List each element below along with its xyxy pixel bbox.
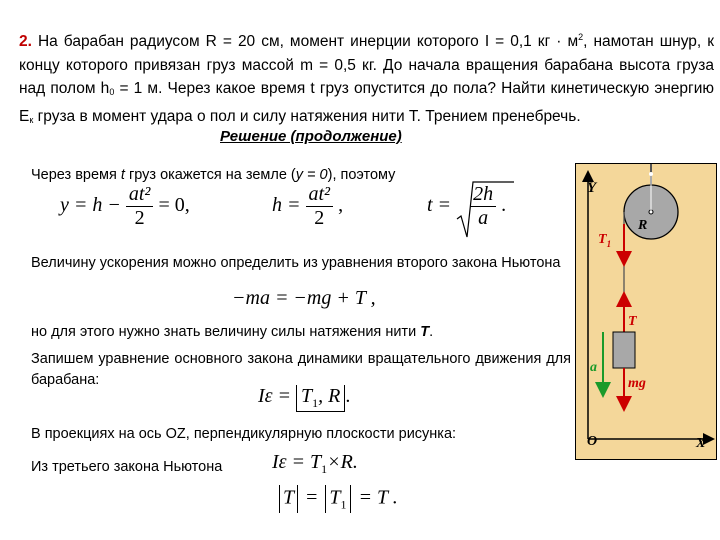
equation-y xyxy=(60,183,190,230)
fraction xyxy=(126,183,154,230)
t1-subscript: 1 xyxy=(606,238,612,249)
problem-text-4: груза в момент удара о пол и силу натяжения нити T. Трением пренебречь. xyxy=(33,107,581,125)
eq1a-den: 2 xyxy=(134,207,145,229)
p3-text-a: но для этого нужно знать величину силы натяжения нити xyxy=(31,324,421,340)
x-label: X xyxy=(696,436,706,451)
h-subscript: 0 xyxy=(109,87,115,97)
a-label: a xyxy=(590,360,597,375)
eq5-eq: = xyxy=(306,486,318,509)
load-block xyxy=(613,332,635,368)
eq5-t: T xyxy=(283,486,295,509)
problem-statement xyxy=(19,26,714,132)
problem-text-3: = 1 м. Через какое время t груз опустится до пола? Найти кинетическую энергию E xyxy=(19,80,714,125)
eq1a-num: at² xyxy=(126,183,154,207)
equation-projection xyxy=(272,451,358,477)
abs-bar xyxy=(350,485,351,513)
abs-bar xyxy=(325,485,326,513)
eq3-r: , R xyxy=(318,385,341,407)
equation-t xyxy=(427,183,506,230)
eq1c-rhs: . xyxy=(501,194,507,217)
paragraph-projection: В проекциях на ось OZ, перпендикулярную плоскости рисунка: xyxy=(31,426,457,442)
p1-text-b: груз окажется на земле ( xyxy=(124,167,296,183)
eq3-t: T xyxy=(301,385,313,407)
p3-var-t: T xyxy=(420,324,430,340)
p1-var-y: y = 0 xyxy=(295,167,328,183)
unit-superscript: 2 xyxy=(578,32,584,42)
paragraph-newton: Величину ускорения можно определить из уравнения второго закона Ньютона xyxy=(31,255,561,271)
equation-newton: −ma = −mg + T , xyxy=(232,287,376,309)
eq1b-lhs: h = xyxy=(272,194,301,217)
figure-drawing xyxy=(576,164,715,458)
drum-point xyxy=(649,172,653,176)
eq5-t1: T xyxy=(329,486,341,509)
eq3-dot: . xyxy=(345,385,351,407)
r-label: R xyxy=(638,218,648,233)
problem-text-1: На барабан радиусом R = 20 см, момент инерции которого I = 0,1 кг · м xyxy=(31,33,579,50)
eq1a-lhs: y = h − xyxy=(60,194,121,217)
y-label: Y xyxy=(587,180,597,196)
eq1a-rhs: = 0, xyxy=(158,194,190,217)
p1-text-c: ), поэтому xyxy=(327,167,396,183)
vector-product xyxy=(296,385,345,412)
eq4-lhs: Iε = T xyxy=(272,451,322,473)
eq5-sub: 1 xyxy=(340,497,347,512)
origin-label: O xyxy=(587,434,598,449)
abs-bar xyxy=(297,485,298,513)
equation-rotation xyxy=(258,385,350,412)
eq4-rhs: ×R. xyxy=(327,451,358,473)
e-subscript: к xyxy=(29,114,34,125)
mg-label: mg xyxy=(628,376,646,391)
eq4-sub: 1 xyxy=(321,462,328,476)
eq5-rhs: = T . xyxy=(358,486,398,509)
fraction xyxy=(306,183,334,230)
p1-text-a: Через время xyxy=(31,167,121,183)
equation-h xyxy=(272,183,343,230)
t-label: T xyxy=(628,314,637,329)
eq1c-num: 2h xyxy=(470,183,496,207)
eq1c-lhs: t = xyxy=(427,194,452,217)
problem-text-2: , намотан шнур, к концу которого привязан груз массой m = 0,5 кг. До начала вращения барабана высота груза над полом h xyxy=(19,33,714,97)
eq3-sub: 1 xyxy=(312,396,319,410)
t1-label xyxy=(598,232,611,249)
equation-third-law xyxy=(276,485,398,513)
problem-number: 2. xyxy=(19,33,32,50)
drum-figure xyxy=(575,163,717,460)
p1-var-t: t xyxy=(120,167,125,183)
p3-text-c: . xyxy=(429,324,434,340)
sqrt xyxy=(456,183,496,230)
solution-heading: Решение (продолжение) xyxy=(220,128,402,145)
eq3-lhs: Iε = xyxy=(258,385,292,407)
paragraph-rotation: Запишем уравнение основного закона динамики вращательного движения для барабана: xyxy=(31,351,571,388)
t1-letter: T xyxy=(598,232,607,247)
eq1b-den: 2 xyxy=(314,207,325,229)
eq1b-rhs: , xyxy=(338,194,344,217)
paragraph-third-law: Из третьего закона Ньютона xyxy=(31,459,223,475)
eq1c-den: a xyxy=(478,207,489,229)
paragraph-tension xyxy=(31,322,433,343)
eq1b-num: at² xyxy=(306,183,334,207)
sqrt-sign xyxy=(456,179,516,241)
abs-bar xyxy=(279,485,280,513)
